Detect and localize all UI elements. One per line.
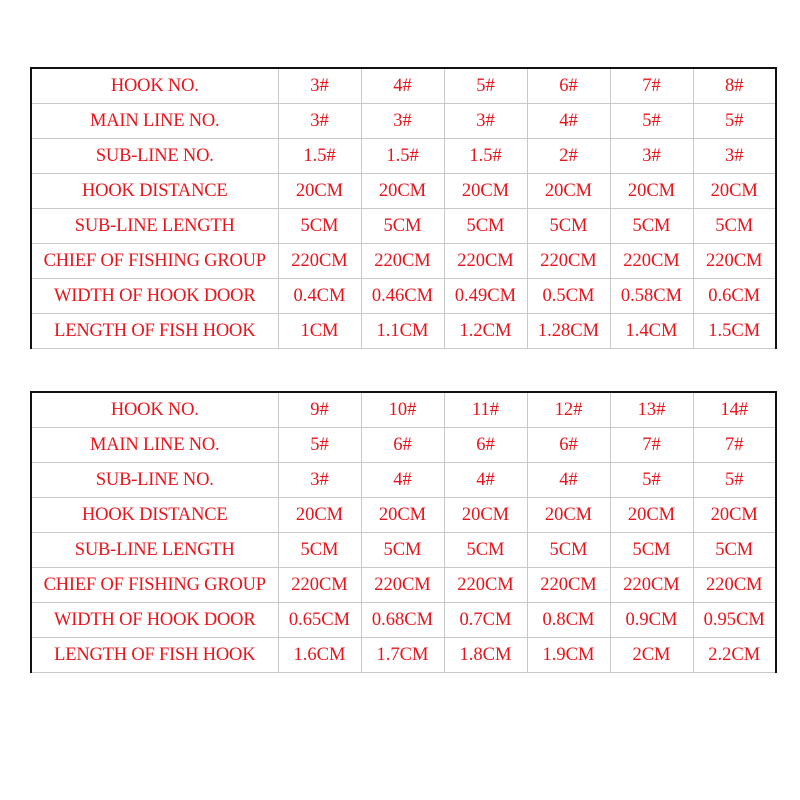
table-cell: 3# <box>610 139 693 174</box>
table-cell: 0.49CM <box>444 279 527 314</box>
table-cell: 1.8CM <box>444 638 527 673</box>
table-cell: 20CM <box>527 174 610 209</box>
table-cell: 5CM <box>361 209 444 244</box>
table-cell: 10# <box>361 392 444 428</box>
table-cell: 220CM <box>610 244 693 279</box>
table-cell: 6# <box>527 68 610 104</box>
row-label: SUB-LINE NO. <box>31 463 278 498</box>
table-cell: 20CM <box>527 498 610 533</box>
table-cell: 0.8CM <box>527 603 610 638</box>
table-row <box>31 209 776 244</box>
table-cell: 5# <box>610 104 693 139</box>
table-cell: 12# <box>527 392 610 428</box>
table-cell: 20CM <box>278 174 361 209</box>
table-cell: 5CM <box>278 533 361 568</box>
table-cell: 5CM <box>361 533 444 568</box>
table-row <box>31 603 776 638</box>
table-cell: 220CM <box>693 568 776 603</box>
table-cell: 5# <box>693 104 776 139</box>
table-cell: 220CM <box>527 244 610 279</box>
table-cell: 4# <box>361 68 444 104</box>
table-cell: 7# <box>693 428 776 463</box>
table-row <box>31 104 776 139</box>
table-cell: 7# <box>610 428 693 463</box>
row-label: SUB-LINE LENGTH <box>31 209 278 244</box>
row-label: LENGTH OF FISH HOOK <box>31 638 278 673</box>
table-row <box>31 638 776 673</box>
table-cell: 2CM <box>610 638 693 673</box>
row-label: SUB-LINE LENGTH <box>31 533 278 568</box>
table-cell: 220CM <box>278 244 361 279</box>
table-cell: 220CM <box>278 568 361 603</box>
table-cell: 5CM <box>693 209 776 244</box>
table-cell: 14# <box>693 392 776 428</box>
table-cell: 5# <box>278 428 361 463</box>
table-row <box>31 498 776 533</box>
table-cell: 1.9CM <box>527 638 610 673</box>
table-cell: 5CM <box>527 209 610 244</box>
table-row <box>31 463 776 498</box>
table-cell: 20CM <box>361 498 444 533</box>
row-label: CHIEF OF FISHING GROUP <box>31 244 278 279</box>
table-cell: 3# <box>444 104 527 139</box>
table-row <box>31 568 776 603</box>
table-cell: 5CM <box>278 209 361 244</box>
table-cell: 11# <box>444 392 527 428</box>
table-cell: 0.4CM <box>278 279 361 314</box>
table-row <box>31 68 776 104</box>
table-row <box>31 279 776 314</box>
row-label: MAIN LINE NO. <box>31 428 278 463</box>
table-cell: 13# <box>610 392 693 428</box>
row-label: HOOK DISTANCE <box>31 174 278 209</box>
table-cell: 3# <box>361 104 444 139</box>
table-cell: 5CM <box>444 533 527 568</box>
table-cell: 1.1CM <box>361 314 444 349</box>
table-cell: 0.5CM <box>527 279 610 314</box>
table-cell: 1CM <box>278 314 361 349</box>
row-label: WIDTH OF HOOK DOOR <box>31 603 278 638</box>
table-cell: 20CM <box>361 174 444 209</box>
table-cell: 6# <box>444 428 527 463</box>
table-cell: 20CM <box>693 174 776 209</box>
row-label: HOOK DISTANCE <box>31 498 278 533</box>
table-cell: 220CM <box>444 568 527 603</box>
table-cell: 6# <box>361 428 444 463</box>
row-label: WIDTH OF HOOK DOOR <box>31 279 278 314</box>
table-cell: 1.7CM <box>361 638 444 673</box>
table-cell: 220CM <box>444 244 527 279</box>
table-cell: 1.5# <box>361 139 444 174</box>
table-cell: 20CM <box>610 498 693 533</box>
table-cell: 220CM <box>527 568 610 603</box>
table-cell: 0.58CM <box>610 279 693 314</box>
table-cell: 220CM <box>693 244 776 279</box>
table-row <box>31 533 776 568</box>
hook-spec-table-2 <box>30 391 777 673</box>
table-row <box>31 428 776 463</box>
table-cell: 0.65CM <box>278 603 361 638</box>
table-cell: 4# <box>444 463 527 498</box>
table-cell: 1.4CM <box>610 314 693 349</box>
table-cell: 0.46CM <box>361 279 444 314</box>
table-row <box>31 174 776 209</box>
table-cell: 5# <box>693 463 776 498</box>
row-label: HOOK NO. <box>31 68 278 104</box>
table-cell: 20CM <box>444 174 527 209</box>
table-cell: 5CM <box>693 533 776 568</box>
table-cell: 0.95CM <box>693 603 776 638</box>
table-cell: 5CM <box>444 209 527 244</box>
table-cell: 220CM <box>361 244 444 279</box>
table-cell: 2.2CM <box>693 638 776 673</box>
table-row <box>31 314 776 349</box>
row-label: CHIEF OF FISHING GROUP <box>31 568 278 603</box>
table-cell: 220CM <box>610 568 693 603</box>
table-cell: 9# <box>278 392 361 428</box>
table-cell: 1.2CM <box>444 314 527 349</box>
table-cell: 5# <box>610 463 693 498</box>
table-cell: 20CM <box>693 498 776 533</box>
table-cell: 1.5# <box>444 139 527 174</box>
table-cell: 4# <box>527 104 610 139</box>
hook-spec-table-1 <box>30 67 777 349</box>
table-cell: 1.6CM <box>278 638 361 673</box>
table-cell: 3# <box>278 68 361 104</box>
table-row <box>31 139 776 174</box>
table-cell: 3# <box>278 104 361 139</box>
table-cell: 1.28CM <box>527 314 610 349</box>
table-cell: 1.5CM <box>693 314 776 349</box>
table-cell: 4# <box>527 463 610 498</box>
table-cell: 5CM <box>527 533 610 568</box>
table-cell: 3# <box>693 139 776 174</box>
table-row <box>31 392 776 428</box>
table-cell: 220CM <box>361 568 444 603</box>
table-cell: 5CM <box>610 209 693 244</box>
table-cell: 5CM <box>610 533 693 568</box>
table-cell: 0.6CM <box>693 279 776 314</box>
table-row <box>31 244 776 279</box>
table-cell: 5# <box>444 68 527 104</box>
table-cell: 1.5# <box>278 139 361 174</box>
table-cell: 0.68CM <box>361 603 444 638</box>
row-label: SUB-LINE NO. <box>31 139 278 174</box>
table-cell: 3# <box>278 463 361 498</box>
table-cell: 4# <box>361 463 444 498</box>
table-cell: 20CM <box>610 174 693 209</box>
row-label: LENGTH OF FISH HOOK <box>31 314 278 349</box>
table-cell: 2# <box>527 139 610 174</box>
table-cell: 0.7CM <box>444 603 527 638</box>
row-label: MAIN LINE NO. <box>31 104 278 139</box>
table-cell: 0.9CM <box>610 603 693 638</box>
table-cell: 20CM <box>444 498 527 533</box>
table-cell: 7# <box>610 68 693 104</box>
table-cell: 6# <box>527 428 610 463</box>
row-label: HOOK NO. <box>31 392 278 428</box>
table-cell: 8# <box>693 68 776 104</box>
table-cell: 20CM <box>278 498 361 533</box>
